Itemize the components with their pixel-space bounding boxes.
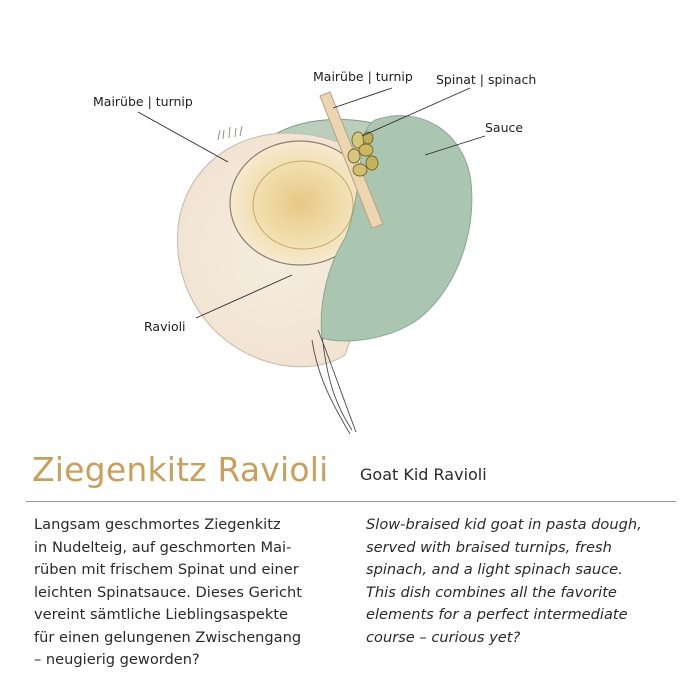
en-line: elements for a perfect intermediate — [366, 606, 628, 623]
label-turnip-top: Mairübe | turnip — [313, 69, 413, 84]
title-german: Ziegenkitz Ravioli — [32, 450, 329, 489]
label-ravioli: Ravioli — [144, 319, 186, 334]
de-line: – neugierig geworden? — [34, 651, 200, 668]
en-line: spinach, and a light spinach sauce. — [366, 561, 623, 578]
de-line: für einen gelungenen Zwischengang — [34, 628, 302, 646]
description-german — [34, 514, 344, 672]
en-line: course – curious yet? — [366, 628, 521, 646]
divider — [26, 501, 676, 502]
label-spinach: Spinat | spinach — [436, 72, 537, 87]
en-line: Slow-braised kid goat in pasta dough, — [366, 516, 642, 533]
turnip-tuft — [218, 126, 242, 140]
title-row — [32, 450, 672, 496]
de-line: Langsam geschmortes Ziegenkitz — [34, 516, 281, 533]
de-line: vereint sämtliche Lieblingsaspekte — [34, 606, 289, 623]
label-sauce: Sauce — [485, 120, 524, 135]
en-line: served with braised turnips, fresh — [366, 538, 612, 556]
label-turnip-left: Mairübe | turnip — [93, 94, 193, 109]
en-line: This dish combines all the favorite — [366, 583, 617, 601]
title-english: Goat Kid Ravioli — [360, 465, 487, 484]
description-english — [366, 514, 684, 649]
de-line: in Nudelteig, auf geschmorten Mai- — [34, 538, 292, 556]
de-line: rüben mit frischem Spinat und einer — [34, 561, 299, 578]
de-line: leichten Spinatsauce. Dieses Gericht — [34, 583, 302, 601]
